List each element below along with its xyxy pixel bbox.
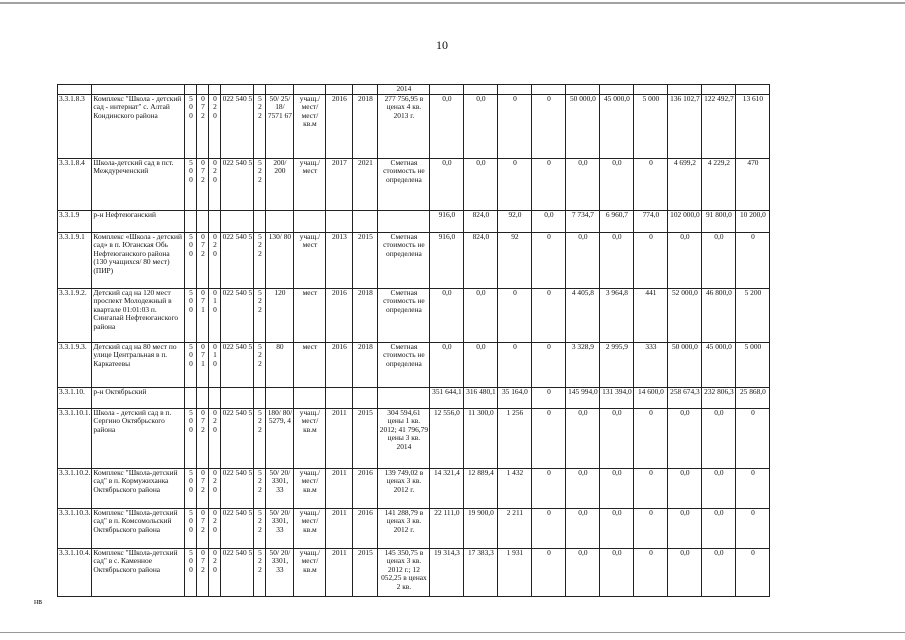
- cell-c1: 5 0 0: [185, 508, 197, 548]
- cell-v7: 333: [634, 342, 668, 387]
- cell-c4: 022 540 5: [221, 548, 254, 596]
- cell-c2: 0 7 2: [197, 94, 209, 158]
- cell-cost: Сметная стоимость не определена: [378, 158, 430, 210]
- table-row: [58, 210, 770, 232]
- cell-v7: 0: [634, 508, 668, 548]
- cell-v4: 0: [532, 342, 566, 387]
- cell-y2: 2015: [353, 232, 378, 288]
- cell-v4: 0: [532, 468, 566, 508]
- cell-v8: 0,0: [668, 508, 702, 548]
- cell-c4: 022 540 5: [221, 408, 254, 468]
- cell-c5: 5 2 2: [254, 468, 266, 508]
- cell-c1: 5 0 0: [185, 408, 197, 468]
- cell-v3: 2 211: [498, 508, 532, 548]
- cell-v10: 0: [736, 548, 770, 596]
- cell-y2: 2018: [353, 342, 378, 387]
- cell-v2: 0,0: [464, 94, 498, 158]
- cell-c2: 0 7 2: [197, 508, 209, 548]
- cell-name: Школа-детский сад в пст. Междуреченский: [92, 158, 185, 210]
- cell-cap: 120: [266, 288, 294, 342]
- cell-v9: 45 000,0: [702, 342, 736, 387]
- cell-c3: 0 2 0: [209, 232, 221, 288]
- cell-v10: 5 200: [736, 288, 770, 342]
- cell-c2: 0 7 2: [197, 548, 209, 596]
- cell-c3: 0 1 0: [209, 288, 221, 342]
- cell-v4: 0: [532, 408, 566, 468]
- cell-v7: 0: [634, 408, 668, 468]
- table-row: [58, 232, 770, 288]
- cell-v6: 0,0: [600, 508, 634, 548]
- cell-y1: 2013: [326, 232, 353, 288]
- cell-c1: 5 0 0: [185, 158, 197, 210]
- cell-name: Комплекс "Школа-детский сад" в с. Каменное Октябрьского района: [92, 548, 185, 596]
- cell-v1: 916,0: [430, 232, 464, 288]
- cell-c5: 5 2 2: [254, 508, 266, 548]
- cell-v3: 0: [498, 342, 532, 387]
- cell-cap: 50/ 20/ 3301, 33: [266, 548, 294, 596]
- table-row: [58, 468, 770, 508]
- cell-v7: 5 000: [634, 94, 668, 158]
- cell-y2: 2016: [353, 468, 378, 508]
- cell-cost: Сметная стоимость не определена: [378, 288, 430, 342]
- cell-v1: 22 111,0: [430, 508, 464, 548]
- cell-c1: 5 0 0: [185, 342, 197, 387]
- cell-c2: 0 7 2: [197, 468, 209, 508]
- cell-v7: 774,0: [634, 210, 668, 232]
- cell-v3: 0: [498, 94, 532, 158]
- cell-v5: 7 734,7: [566, 210, 600, 232]
- cell-code: 3.3.1.10.4.: [58, 548, 92, 596]
- cell-cap: 50/ 20/ 3301, 33: [266, 508, 294, 548]
- cell-v8: 0,0: [668, 468, 702, 508]
- cell-y1: [326, 210, 353, 232]
- table-row: [58, 387, 770, 408]
- cell-c4: 022 540 5: [221, 342, 254, 387]
- cell-v3: 1 256: [498, 408, 532, 468]
- page-number: 10: [436, 38, 448, 52]
- cell-v7: 14 600,0: [634, 387, 668, 408]
- cell-v4: 0: [532, 94, 566, 158]
- cell-c4: 022 540 5: [221, 94, 254, 158]
- cell-code: 3.3.1.9.2.: [58, 288, 92, 342]
- footer-code: нв: [34, 597, 43, 606]
- cell-v10: 470: [736, 158, 770, 210]
- cell-unit: учащ./ мест/ кв.м: [294, 468, 326, 508]
- cell-name: р-н Нефтеюганский: [92, 210, 185, 232]
- cell-v3: 0: [498, 158, 532, 210]
- cell-c1: 5 0 0: [185, 232, 197, 288]
- cell-name: р-н Октябрьский: [92, 387, 185, 408]
- cell-name: Школа - детский сад в п. Сергино Октябрьского района: [92, 408, 185, 468]
- cell-v4: 0,0: [532, 210, 566, 232]
- cell-v3: 92: [498, 232, 532, 288]
- cell-c3: [209, 387, 221, 408]
- cell-y2: 2016: [353, 508, 378, 548]
- cell-v4: 0: [532, 158, 566, 210]
- cell-cost: Сметная стоимость не определена: [378, 342, 430, 387]
- cell-v5: 0,0: [566, 408, 600, 468]
- cell-name: Комплекс "Школа-детский сад" в п. Кормужиханка Октябрьского района: [92, 468, 185, 508]
- cell-v6: 2 995,9: [600, 342, 634, 387]
- cell-v10: 5 000: [736, 342, 770, 387]
- cell-v5: 50 000,0: [566, 94, 600, 158]
- cell-v4: 0: [532, 548, 566, 596]
- cell-v4: 0: [532, 387, 566, 408]
- investment-table: [57, 84, 770, 597]
- cell-v2: 316 480,1: [464, 387, 498, 408]
- cell-c4: [221, 387, 254, 408]
- cell-unit: мест: [294, 342, 326, 387]
- cell-c2: 0 7 1: [197, 288, 209, 342]
- cell-v10: 10 200,0: [736, 210, 770, 232]
- cell-v10: 0: [736, 408, 770, 468]
- cell-v9: 4 229,2: [702, 158, 736, 210]
- cell-c1: 5 0 0: [185, 548, 197, 596]
- cell-v8: 52 000,0: [668, 288, 702, 342]
- cell-c3: 0 2 0: [209, 468, 221, 508]
- cell-v1: 916,0: [430, 210, 464, 232]
- cell-c3: [209, 210, 221, 232]
- cell-v7: 441: [634, 288, 668, 342]
- cell-v7: 0: [634, 548, 668, 596]
- cell-c4: 022 540 5: [221, 232, 254, 288]
- cell-c1: [185, 387, 197, 408]
- cell-c5: 5 2 2: [254, 158, 266, 210]
- cell-v2: 19 900,0: [464, 508, 498, 548]
- cell-v9: 122 492,7: [702, 94, 736, 158]
- cell-name: Детский сад на 120 мест проспект Молодежный в квартале 01:01:03 п. Сингапай Нефтеюганского района: [92, 288, 185, 342]
- cell-v8: 258 674,3: [668, 387, 702, 408]
- cell-y1: 2011: [326, 508, 353, 548]
- cell-v4: 0: [532, 508, 566, 548]
- cell-v5: 0,0: [566, 508, 600, 548]
- cell-cost: Сметная стоимость не определена: [378, 232, 430, 288]
- cell-code: 3.3.1.8.3: [58, 94, 92, 158]
- cell-v6: 131 394,0: [600, 387, 634, 408]
- cell-c1: 5 0 0: [185, 94, 197, 158]
- table-row: [58, 288, 770, 342]
- cell-cap: 200/ 200: [266, 158, 294, 210]
- cell-v5: 0,0: [566, 548, 600, 596]
- cell-unit: [294, 387, 326, 408]
- cell-code: 3.3.1.10.2.: [58, 468, 92, 508]
- cell-v3: 92,0: [498, 210, 532, 232]
- cell-v3: 0: [498, 288, 532, 342]
- scan-edge-bottom: [0, 632, 905, 633]
- cell-v2: 0,0: [464, 342, 498, 387]
- cell-v4: 0: [532, 288, 566, 342]
- cell-c5: 5 2 2: [254, 232, 266, 288]
- cell-c5: 5 2 2: [254, 408, 266, 468]
- cell-c5: 5 2 2: [254, 548, 266, 596]
- cell-code: 3.3.1.10.3.: [58, 508, 92, 548]
- cell-v3: 1 432: [498, 468, 532, 508]
- cell-y2: 2018: [353, 288, 378, 342]
- cell-code: 3.3.1.9.1: [58, 232, 92, 288]
- cell-v9: 0,0: [702, 508, 736, 548]
- cell-cost: 304 594,61 цены 1 кв. 2012; 41 796,79 цены 3 кв. 2014: [378, 408, 430, 468]
- cell-unit: учащ./ мест/ кв.м: [294, 548, 326, 596]
- cell-v5: 4 405,8: [566, 288, 600, 342]
- cell-c5: [254, 210, 266, 232]
- table-row: [58, 408, 770, 468]
- cell-c4: 022 540 5: [221, 158, 254, 210]
- cell-v5: 0,0: [566, 468, 600, 508]
- cell-v6: 0,0: [600, 408, 634, 468]
- cell-name: Комплекс «Школа - детский сад» в п. Юганская Обь Нефтеюганского района (130 учащихся/ 80 мест) (ПИР): [92, 232, 185, 288]
- cell-v8: 0,0: [668, 408, 702, 468]
- cell-c2: 0 7 2: [197, 232, 209, 288]
- cell-v1: 351 644,1: [430, 387, 464, 408]
- cell-unit: мест: [294, 288, 326, 342]
- cell-c4: 022 540 5: [221, 508, 254, 548]
- cell-name: Комплекс "Школа-детский сад" в п. Комсомольский Октябрьского района: [92, 508, 185, 548]
- cell-c3: 0 2 0: [209, 548, 221, 596]
- cell-cost: 141 288,79 в ценах 3 кв. 2012 г.: [378, 508, 430, 548]
- cell-cost: 145 350,75 в ценах 3 кв. 2012 г.; 12 052,25 в ценах 2 кв.: [378, 548, 430, 596]
- cell-v5: 3 328,9: [566, 342, 600, 387]
- cell-y2: 2015: [353, 548, 378, 596]
- cell-y1: 2016: [326, 94, 353, 158]
- cell-v10: 0: [736, 468, 770, 508]
- cell-v6: 0,0: [600, 548, 634, 596]
- cell-v5: 0,0: [566, 232, 600, 288]
- cell-v6: 45 000,0: [600, 94, 634, 158]
- cell-v8: 0,0: [668, 548, 702, 596]
- cell-v8: 102 000,0: [668, 210, 702, 232]
- cell-code: 3.3.1.10.: [58, 387, 92, 408]
- cell-c3: 0 2 0: [209, 94, 221, 158]
- cell-c1: [185, 210, 197, 232]
- cell-v5: 145 994,0: [566, 387, 600, 408]
- cell-v2: 11 300,0: [464, 408, 498, 468]
- cell-c5: 5 2 2: [254, 94, 266, 158]
- cell-cap: 130/ 80: [266, 232, 294, 288]
- table-row: [58, 548, 770, 596]
- cell-v7: 0: [634, 232, 668, 288]
- cell-c4: 022 540 5: [221, 288, 254, 342]
- cell-v1: 0,0: [430, 342, 464, 387]
- cell-y2: 2018: [353, 94, 378, 158]
- cell-v8: 136 102,7: [668, 94, 702, 158]
- cell-v1: 0,0: [430, 288, 464, 342]
- cell-cost: 139 749,02 в ценах 3 кв. 2012 г.: [378, 468, 430, 508]
- cell-y1: 2016: [326, 342, 353, 387]
- cell-y2: 2021: [353, 158, 378, 210]
- cell-v10: 0: [736, 232, 770, 288]
- cell-v1: 12 556,0: [430, 408, 464, 468]
- cell-y2: 2015: [353, 408, 378, 468]
- cell-v9: 0,0: [702, 408, 736, 468]
- cell-cap: 80: [266, 342, 294, 387]
- cell-v2: 824,0: [464, 210, 498, 232]
- cell-c5: 5 2 2: [254, 342, 266, 387]
- cell-y1: 2016: [326, 288, 353, 342]
- cell-cost: [378, 387, 430, 408]
- cell-name: Комплекс "Школа - детский сад - интернат" с. Алтай Кондинского района: [92, 94, 185, 158]
- cell-v9: 46 800,0: [702, 288, 736, 342]
- cell-c1: 5 0 0: [185, 288, 197, 342]
- table-row: [58, 158, 770, 210]
- cell-c3: 0 2 0: [209, 408, 221, 468]
- cell-v6: 0,0: [600, 158, 634, 210]
- cell-y2: [353, 210, 378, 232]
- cell-c1: 5 0 0: [185, 468, 197, 508]
- cell-v9: 232 806,3: [702, 387, 736, 408]
- table-row: [58, 508, 770, 548]
- cell-v9: 0,0: [702, 468, 736, 508]
- cell-c2: 0 7 2: [197, 158, 209, 210]
- cell-y1: 2011: [326, 408, 353, 468]
- cell-y1: [326, 387, 353, 408]
- cell-unit: учащ./ мест/ мест/ кв.м: [294, 94, 326, 158]
- cell-c4: 022 540 5: [221, 468, 254, 508]
- cell-v8: 50 000,0: [668, 342, 702, 387]
- cell-v2: 824,0: [464, 232, 498, 288]
- cell-cap: [266, 210, 294, 232]
- cell-v5: 0,0: [566, 158, 600, 210]
- cell-v8: 0,0: [668, 232, 702, 288]
- cell-name: Детский сад на 80 мест по улице Центральная в п. Каркатеевы: [92, 342, 185, 387]
- cell-code: 3.3.1.9: [58, 210, 92, 232]
- header-fragment-row: [58, 85, 770, 95]
- cell-v4: 0: [532, 232, 566, 288]
- cell-v3: 35 164,0: [498, 387, 532, 408]
- cell-c5: [254, 387, 266, 408]
- cell-cost: [378, 210, 430, 232]
- cell-v1: 0,0: [430, 158, 464, 210]
- cell-c3: 0 2 0: [209, 158, 221, 210]
- cell-code: 3.3.1.10.1.: [58, 408, 92, 468]
- cell-v1: 0,0: [430, 94, 464, 158]
- cell-v10: 13 610: [736, 94, 770, 158]
- table-row: [58, 94, 770, 158]
- cell-unit: учащ./ мест/ кв.м: [294, 408, 326, 468]
- cell-v6: 0,0: [600, 232, 634, 288]
- cell-v10: 25 868,0: [736, 387, 770, 408]
- cell-v10: 0: [736, 508, 770, 548]
- cell-v9: 91 800,0: [702, 210, 736, 232]
- cell-v9: 0,0: [702, 232, 736, 288]
- cell-y1: 2017: [326, 158, 353, 210]
- cell-cap: 50/ 25/ 18/ 7571 67: [266, 94, 294, 158]
- cell-c2: 0 7 2: [197, 408, 209, 468]
- cell-y1: 2011: [326, 548, 353, 596]
- cell-c2: [197, 387, 209, 408]
- cell-code: 3.3.1.8.4: [58, 158, 92, 210]
- cell-y2: [353, 387, 378, 408]
- cell-c3: 0 1 0: [209, 342, 221, 387]
- cell-y1: 2011: [326, 468, 353, 508]
- cell-cost: 277 756,95 в ценах 4 кв. 2013 г.: [378, 94, 430, 158]
- cell-v6: 6 960,7: [600, 210, 634, 232]
- cell-unit: учащ./ мест: [294, 232, 326, 288]
- cell-v2: 0,0: [464, 158, 498, 210]
- cell-c2: 0 7 1: [197, 342, 209, 387]
- cell-v1: 14 321,4: [430, 468, 464, 508]
- cell-c3: 0 2 0: [209, 508, 221, 548]
- scan-edge-top: [0, 2, 905, 4]
- cell-v3: 1 931: [498, 548, 532, 596]
- cell-v2: 0,0: [464, 288, 498, 342]
- cell-cap: [266, 387, 294, 408]
- cell-cap: 180/ 80/ 5279, 4: [266, 408, 294, 468]
- cell-c2: [197, 210, 209, 232]
- cell-v2: 17 383,3: [464, 548, 498, 596]
- cell-unit: учащ./ мест: [294, 158, 326, 210]
- cell-v7: 0: [634, 468, 668, 508]
- cell-unit: учащ./ мест/ кв.м: [294, 508, 326, 548]
- table-row: [58, 342, 770, 387]
- cell-code: 3.3.1.9.3.: [58, 342, 92, 387]
- cell-v9: 0,0: [702, 548, 736, 596]
- cell-c4: [221, 210, 254, 232]
- cell-unit: [294, 210, 326, 232]
- cell-v6: 0,0: [600, 468, 634, 508]
- cell-c5: 5 2 2: [254, 288, 266, 342]
- cell-cap: 50/ 20/ 3301, 33: [266, 468, 294, 508]
- cell-v1: 19 314,3: [430, 548, 464, 596]
- header-fragment: 2014: [378, 85, 430, 95]
- cell-v6: 3 964,8: [600, 288, 634, 342]
- cell-v7: 0: [634, 158, 668, 210]
- cell-v8: 4 699,2: [668, 158, 702, 210]
- cell-v2: 12 889,4: [464, 468, 498, 508]
